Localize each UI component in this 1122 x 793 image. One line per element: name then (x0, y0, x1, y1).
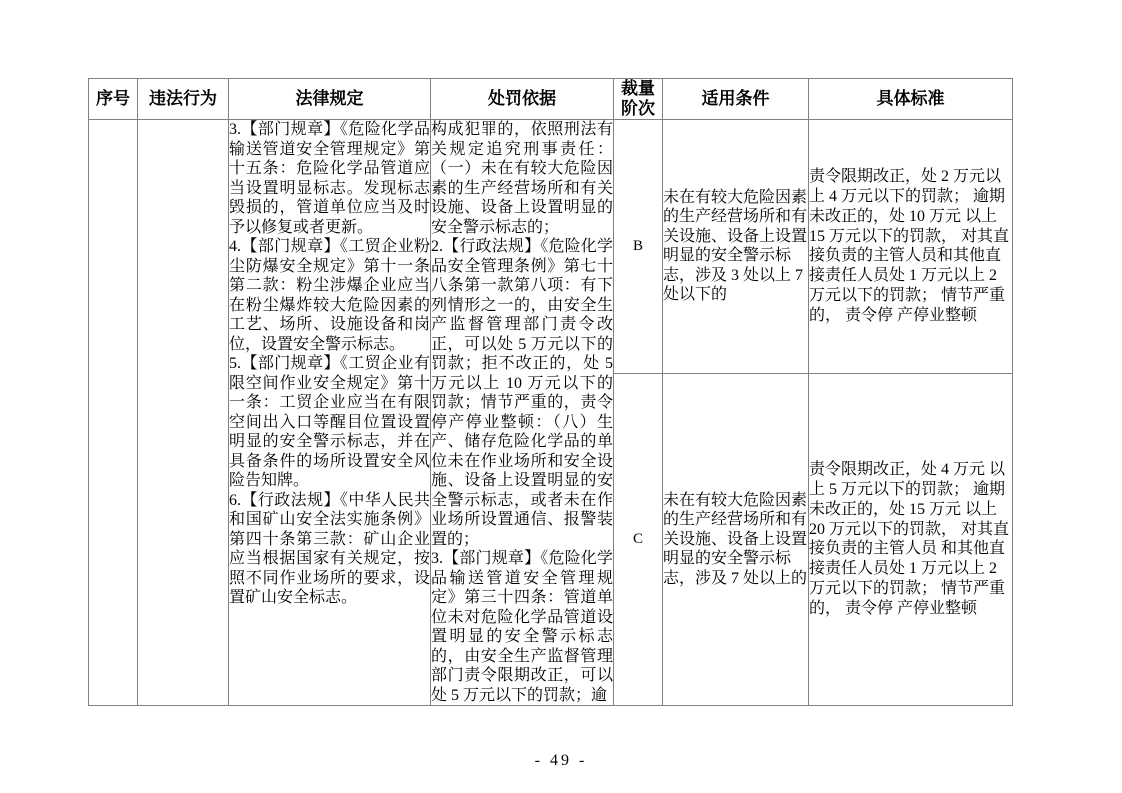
cell-conditions-c (663, 373, 809, 705)
cell-conditions-b (663, 120, 809, 374)
penalty-basis-paragraph: 构成犯罪的，依照刑法有关规定追究刑事责任：（一）未在有较大危险因素的生产经营场所和有关设施、设备上设置明显的安全警示标志的； (431, 121, 613, 236)
legal-provision-paragraph: 4.【部门规章】《工贸企业粉尘防爆安全规定》第十一条第二款：粉尘涉爆企业应当在粉尘爆炸较大危险因素的工艺、场所、设施设备和岗位，设置安全警示标志。 (229, 238, 430, 353)
col-header-serial: 序号 (89, 79, 138, 120)
legal-provision-paragraph: 6.【行政法规】《中华人民共和国矿山安全法实施条例》第四十条第三款：矿山企业应当根据国家有关规定，按照不同作业场所的要求，设置矿山安全标志。 (229, 491, 430, 606)
penalty-basis-paragraph: 3.【部门规章】《危险化学品输送管道安全管理规定》第三十四条：管道单位未对危险化学品管道设置明显的安全警示标志的，由安全生产监督管理部门责令限期改正，可以处 5 万元以下的罚款；逾 (431, 550, 613, 704)
legal-provision-paragraph: 5.【部门规章】《工贸企业有限空间作业安全规定》第十一条：工贸企业应当在有限空间出入口等醒目位置设置明显的安全警示标志，并在具备条件的场所设置安全风险告知牌。 (229, 355, 430, 489)
cell-standard-b (809, 120, 1013, 374)
cell-illegal-act (138, 120, 229, 706)
cell-serial-number (89, 120, 138, 706)
conditions-text: 未在有较大危险因素的生产经营场所和有关设施、设备上设置明显的安全警示标志，涉及 7 处以上的 (663, 491, 808, 587)
col-header-illegal-act: 违法行为 (138, 79, 229, 120)
col-header-standard: 具体标准 (809, 79, 1013, 120)
table-row-level-b (89, 120, 1013, 374)
col-header-discretion-level: 裁量阶次 (614, 79, 663, 120)
col-header-penalty-basis: 处罚依据 (431, 79, 614, 120)
cell-discretion-level-c: C (614, 373, 663, 705)
penalty-discretion-table (88, 78, 1013, 706)
col-header-legal-provisions: 法律规定 (229, 79, 431, 120)
cell-penalty-basis (431, 120, 614, 706)
cell-discretion-level-b: B (614, 120, 663, 374)
col-header-conditions: 适用条件 (663, 79, 809, 120)
header-row (89, 79, 1013, 120)
penalty-basis-paragraph: 2.【行政法规】《危险化学品安全管理条例》第七十八条第一款第八项：有下列情形之一的，由安全生产监督管理部门责令改正，可以处 5 万元以下的罚款；拒不改正的，处 5 万元以上 10 万元以下的罚款；情节严重的，责令停产停业整顿：（八）生产、储存危险化学品的单位未在作业场所和安全设施、设备上设置明显的安全警示标志，或者未在作业场所设置通信、报警装置的； (431, 238, 613, 548)
standard-text: 责令限期改正，处 4 万元 以上 5 万元以下的罚款； 逾期未改正的，处 15 万元 以上 20 万元以下的罚款， 对其直接负责的主管人员 和其他直接责任人员处 1 万元以上 2 万元以下的罚款； 情节严重的， 责令停 产停业整顿 (809, 461, 1010, 617)
cell-legal-provisions (229, 120, 431, 706)
conditions-text: 未在有较大危险因素的生产经营场所和有关设施、设备上设置明显的安全警示标志，涉及 3 处以上 7 处以下的 (663, 188, 808, 304)
cell-standard-c (809, 373, 1013, 705)
legal-provision-paragraph: 3.【部门规章】《危险化学品输送管道安全管理规定》第十五条：危险化学品管道应当设置明显标志。发现标志毁损的，管道单位应当及时予以修复或者更新。 (229, 121, 430, 236)
standard-text: 责令限期改正，处 2 万元以上 4 万元以下的罚款； 逾期未改正的，处 10 万元 以上 15 万元以下的罚款， 对其直接负责的主管人员和其他直接责任人员处 1 万元以上 2 万元以下的罚款； 情节严重的， 责令停 产停业整顿 (809, 168, 1010, 324)
page-number: - 49 - (534, 752, 588, 769)
